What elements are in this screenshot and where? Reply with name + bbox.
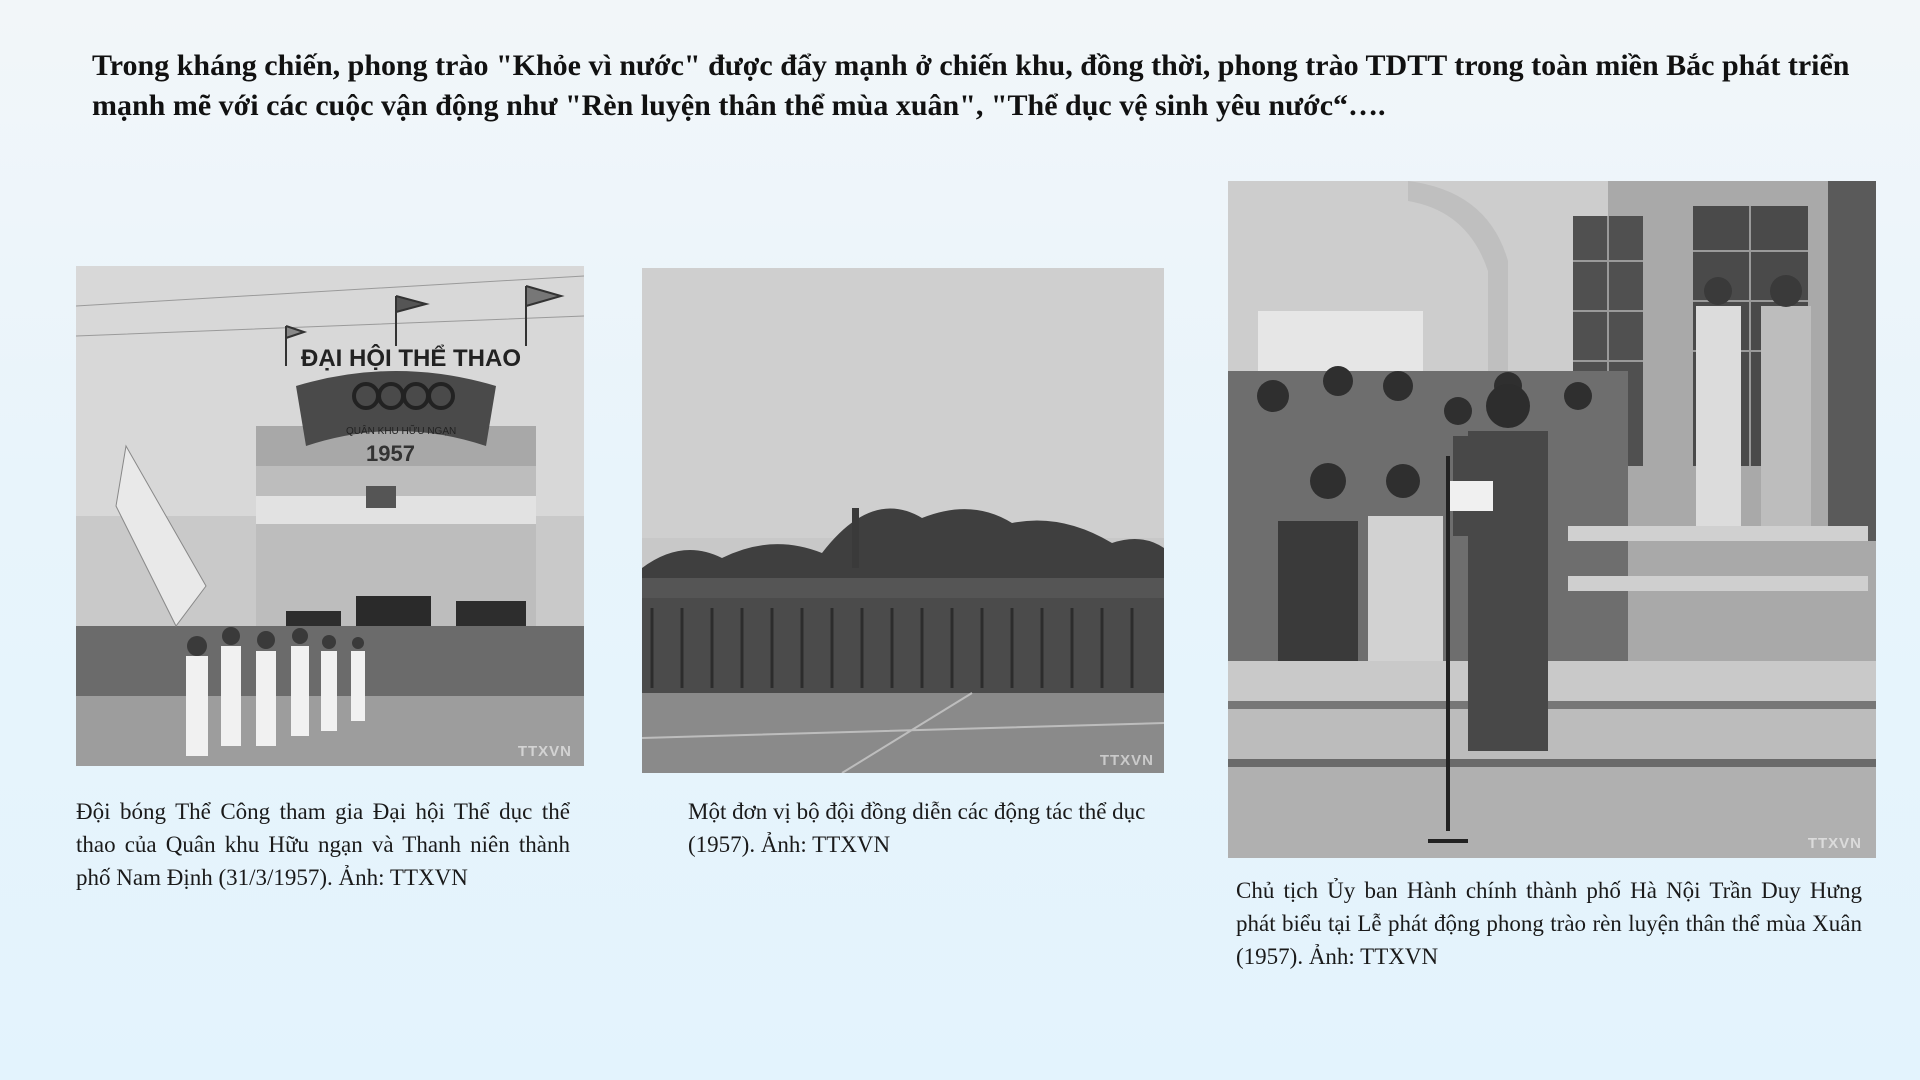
caption-army-parade: Một đơn vị bộ đội đồng diễn các động tác thể dục (1957). Ảnh: TTXVN (688, 799, 1146, 857)
army-parade-photo (642, 268, 1164, 773)
army-parade-field-photo-icon (642, 268, 1164, 773)
photo-watermark: TTXVN (517, 743, 572, 760)
photo-watermark: TTXVN (1807, 835, 1862, 852)
sign-subtitle: QUÂN KHU HỮU NGẠN (346, 426, 457, 437)
sign-title: ĐẠI HỘI THỂ THAO (301, 345, 521, 372)
stadium-gate-photo (76, 266, 584, 766)
speaker-podium-photo-icon (1228, 181, 1876, 858)
caption-speaker: Chủ tịch Ủy ban Hành chính thành phố Hà Nội Trần Duy Hưng phát biểu tại Lễ phát động phong trào rèn luyện thân thể mùa Xuân (1957). Ảnh: TTXVN (1236, 878, 1862, 969)
photo-watermark: TTXVN (1099, 752, 1154, 769)
speaker-photo (1228, 181, 1876, 858)
page-heading: Trong kháng chiến, phong trào "Khỏe vì nước" được đẩy mạnh ở chiến khu, đồng thời, phong trào TDTT trong toàn miền Bắc phát triển mạnh mẽ với các cuộc vận động như "Rèn luyện thân thể mùa xuân", "Thể dục vệ sinh yêu nước“…. (92, 49, 1850, 122)
sign-year: 1957 (366, 441, 415, 466)
stadium-gate-photo-icon (76, 266, 584, 766)
caption-stadium-gate: Đội bóng Thể Công tham gia Đại hội Thể dục thể thao của Quân khu Hữu ngạn và Thanh niên thành phố Nam Định (31/3/1957). Ảnh: TTXVN (76, 799, 570, 890)
